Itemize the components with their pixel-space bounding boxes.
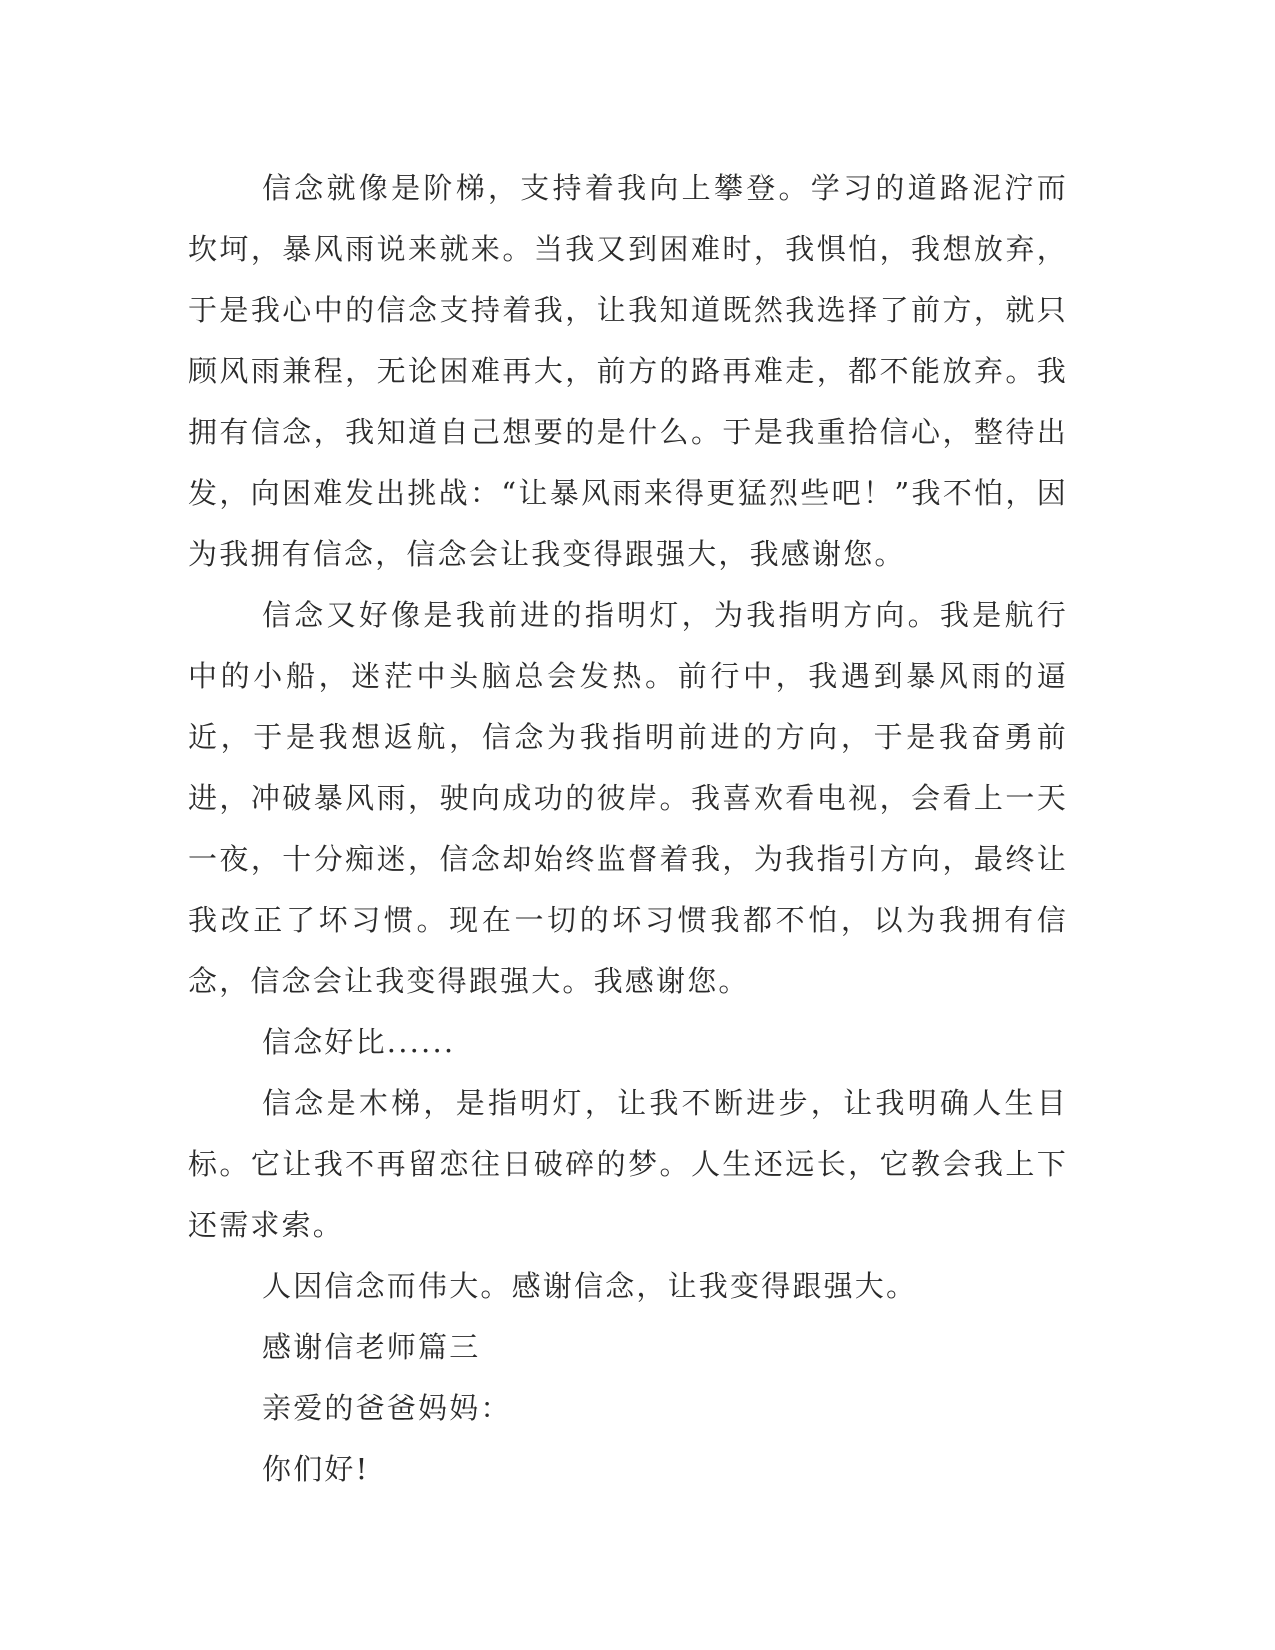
paragraph-belief-summary: 信念是木梯，是指明灯，让我不断进步，让我明确人生目标。它让我不再留恋往日破碎的梦。人生还远长，它教会我上下还需求索。 xyxy=(188,1086,1068,1242)
letter-salutation: 亲爱的爸爸妈妈： xyxy=(262,1391,512,1425)
paragraph-ladder: 信念就像是阶梯，支持着我向上攀登。学习的道路泥泞而坎坷，暴风雨说来就来。当我又到困难时，我惧怕，我想放弃，于是我心中的信念支持着我，让我知道既然我选择了前方，就只顾风雨兼程，无论困难再大，前方的路再难走，都不能放弃。我拥有信念，我知道自己想要的是什么。于是我重拾信心，整待出发，向困难发出挑战：“让暴风雨来得更猛烈些吧！”我不怕，因为我拥有信念，信念会让我变得跟强大，我感谢您。 xyxy=(188,171,1068,571)
document-body xyxy=(188,158,1068,1500)
paragraph-conclusion: 人因信念而伟大。感谢信念，让我变得跟强大。 xyxy=(262,1269,918,1303)
section-heading: 感谢信老师篇三 xyxy=(262,1330,481,1364)
paragraph-guiding-light: 信念又好像是我前进的指明灯，为我指明方向。我是航行中的小船，迷茫中头脑总会发热。前行中，我遇到暴风雨的逼近，于是我想返航，信念为我指明前进的方向，于是我奋勇前进，冲破暴风雨，驶向成功的彼岸。我喜欢看电视，会看上一天一夜，十分痴迷，信念却始终监督着我，为我指引方向，最终让我改正了坏习惯。现在一切的坏习惯我都不怕，以为我拥有信念，信念会让我变得跟强大。我感谢您。 xyxy=(188,598,1068,998)
letter-greeting: 你们好! xyxy=(262,1452,370,1486)
paragraph-belief-like: 信念好比...... xyxy=(262,1025,456,1059)
